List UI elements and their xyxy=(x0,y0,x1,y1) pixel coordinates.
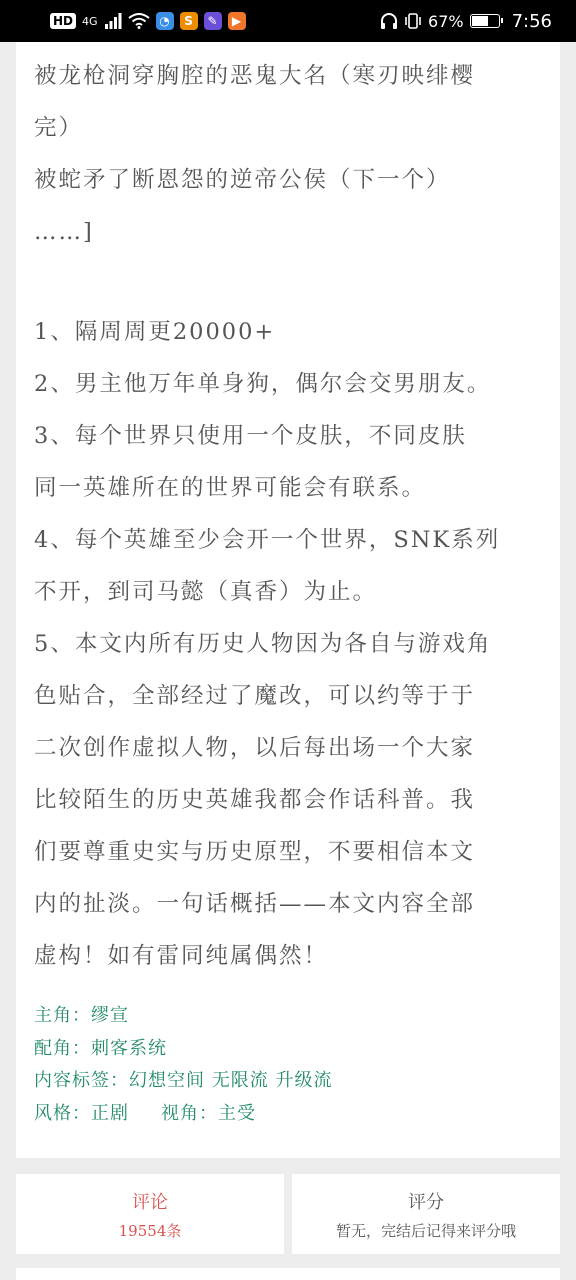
description-line: 同一英雄所在的世界可能会有联系。 xyxy=(34,475,427,501)
protagonist-label: 主角：缪宣 xyxy=(34,1005,129,1026)
comments-title: 评论 xyxy=(132,1191,168,1213)
next-section-card xyxy=(16,1268,560,1280)
supporting-role-label: 配角：刺客系统 xyxy=(34,1037,167,1059)
description-line: 5、本文内所有历史人物因为各自与游戏角 xyxy=(34,631,492,657)
description-line: 色贴合，全部经过了魔改，可以约等于于 xyxy=(34,683,476,709)
status-bar-right xyxy=(380,11,552,32)
app-notification-icon: ✎ xyxy=(204,12,222,30)
vibrate-icon xyxy=(404,13,422,29)
description-blank-line xyxy=(34,258,542,306)
rating-text: 暂无，完结后记得来评分哦 xyxy=(335,1221,516,1240)
description-line: 们要尊重史实与历史原型，不要相信本文 xyxy=(34,839,476,865)
comments-count: 19554条 xyxy=(118,1221,182,1240)
style-label: 风格：正剧 xyxy=(34,1102,129,1124)
description-line: 4、每个英雄至少会开一个世界，SNK系列 xyxy=(34,527,501,553)
rating-button[interactable] xyxy=(292,1174,560,1254)
status-bar xyxy=(0,0,576,42)
description-line: 被蛇矛了断恩怨的逆帝公侯（下一个） xyxy=(34,167,451,193)
app-notification-icon: ◔ xyxy=(156,12,174,30)
description-line: 完） xyxy=(34,115,84,141)
description-line: 比较陌生的历史英雄我都会作话科普。我 xyxy=(34,787,476,813)
book-description-card xyxy=(16,42,560,1158)
comments-button[interactable] xyxy=(16,1174,284,1254)
clock: 7:56 xyxy=(511,10,552,32)
description-line: 被龙枪洞穿胸腔的恶鬼大名（寒刃映绯樱 xyxy=(34,63,476,89)
network-type: 4G xyxy=(82,14,98,28)
battery-level xyxy=(472,16,489,26)
description-line: 二次创作虚拟人物，以后每出场一个大家 xyxy=(34,735,476,761)
signal-icon xyxy=(104,13,122,29)
content-tags: 内容标签：幻想空间 无限流 升级流 xyxy=(34,1070,333,1091)
description-line: 2、男主他万年单身狗，偶尔会交男朋友。 xyxy=(34,371,492,397)
hd-icon: HD xyxy=(50,13,76,29)
headphones-icon xyxy=(380,13,398,29)
rating-title: 评分 xyxy=(408,1191,444,1213)
wifi-icon xyxy=(128,13,150,29)
style-perspective-row xyxy=(34,1098,542,1131)
perspective-label: 视角：主受 xyxy=(161,1102,256,1124)
description-line: 内的扯淡。一句话概括——本文内容全部 xyxy=(34,891,476,917)
book-meta xyxy=(34,1000,542,1130)
play-app-icon: ▶ xyxy=(228,12,246,30)
battery-icon xyxy=(470,14,500,28)
stats-row xyxy=(16,1174,560,1254)
description-line: ……] xyxy=(34,219,94,245)
status-bar-left xyxy=(50,12,246,30)
description-line: 1、隔周周更20000+ xyxy=(34,319,276,345)
description-line: 不开，到司马懿（真香）为止。 xyxy=(34,579,378,605)
app-notification-icon: S xyxy=(180,12,198,30)
battery-percent: 67% xyxy=(428,11,464,31)
description-line: 3、每个世界只使用一个皮肤，不同皮肤 xyxy=(34,423,467,449)
description-line: 虚构！如有雷同纯属偶然！ xyxy=(34,943,329,969)
